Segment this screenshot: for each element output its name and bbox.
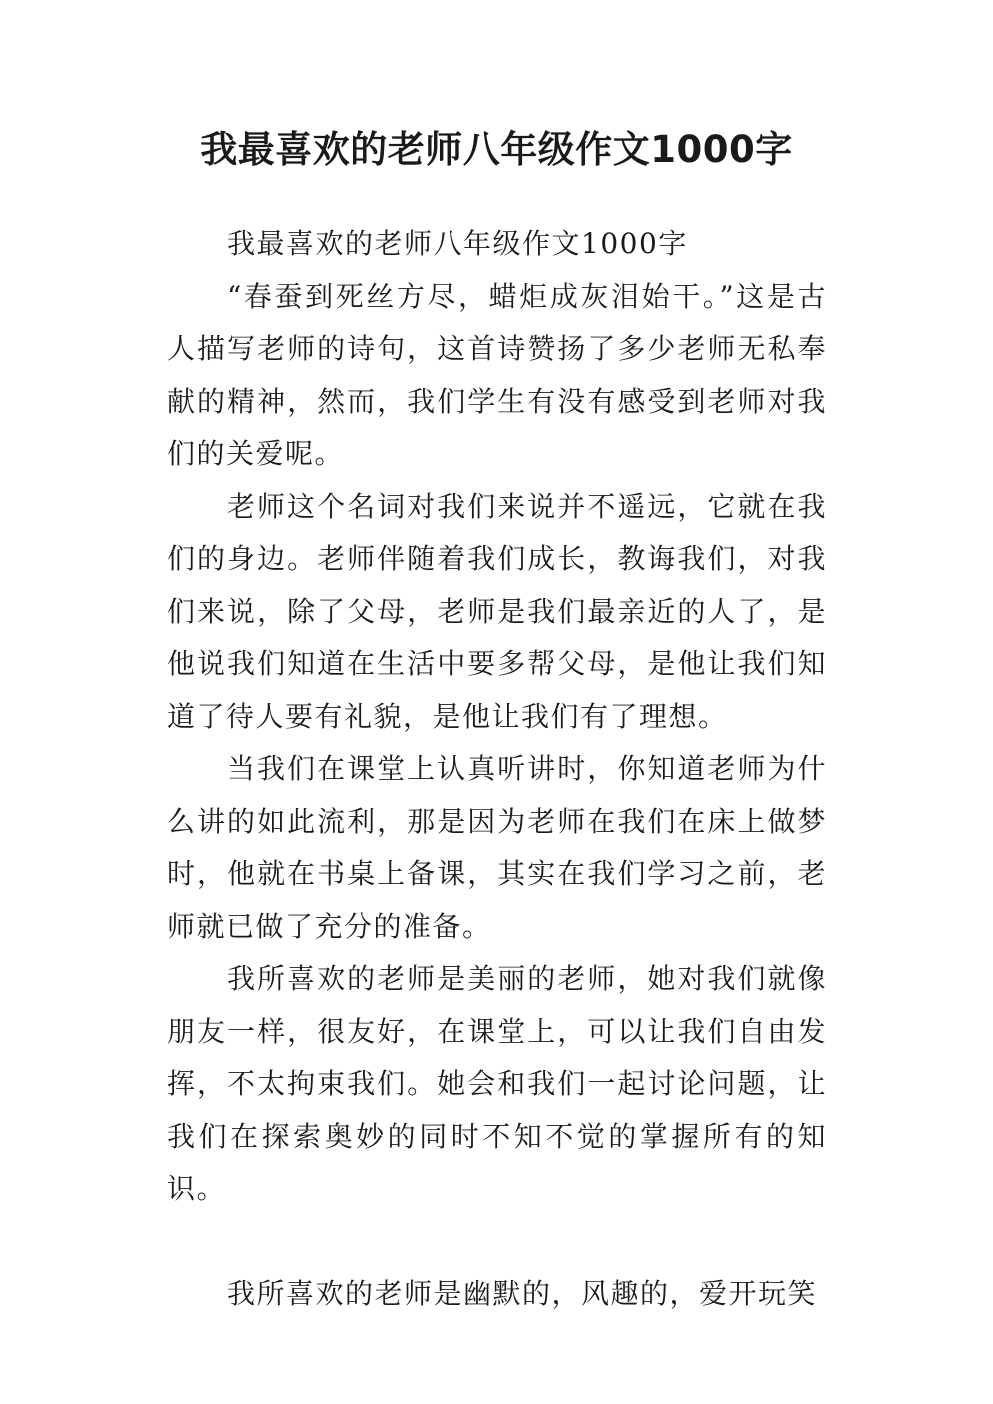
paragraph-heading-repeat: 我最喜欢的老师八年级作文1000字	[227, 227, 688, 260]
document-title: 我最喜欢的老师八年级作文1000字	[200, 128, 793, 171]
paragraph-poem-intro: “春蚕到死丝方尽，蜡炬成灰泪始干。”这是古人描写老师的诗句，这首诗赞扬了多少老师无私奉献的精神，然而，我们学生有没有感受到老师对我们的关爱呢。	[167, 279, 827, 470]
paragraph-class-preparation: 当我们在课堂上认真听讲时，你知道老师为什么讲的如此流利，那是因为老师在我们在床上做梦时，他就在书桌上备课，其实在我们学习之前，老师就已做了充分的准备。	[167, 752, 827, 943]
paragraph-beautiful-teacher: 我所喜欢的老师是美丽的老师，她对我们就像朋友一样，很友好，在课堂上，可以让我们自由发挥，不太拘束我们。她会和我们一起讨论问题，让我们在探索奥妙的同时不知不觉的掌握所有的知识。	[167, 962, 827, 1205]
paragraph-humorous-teacher: 我所喜欢的老师是幽默的，风趣的，爱开玩笑	[227, 1276, 818, 1310]
paragraph-teacher-nearby: 老师这个名词对我们来说并不遥远，它就在我们的身边。老师伴随着我们成长，教诲我们，对我们来说，除了父母，老师是我们最亲近的人了，是他说我们知道在生活中要多帮父母，是他让我们知道了待人要有礼貌，是他让我们有了理想。	[167, 489, 827, 733]
document-body	[167, 218, 827, 1320]
